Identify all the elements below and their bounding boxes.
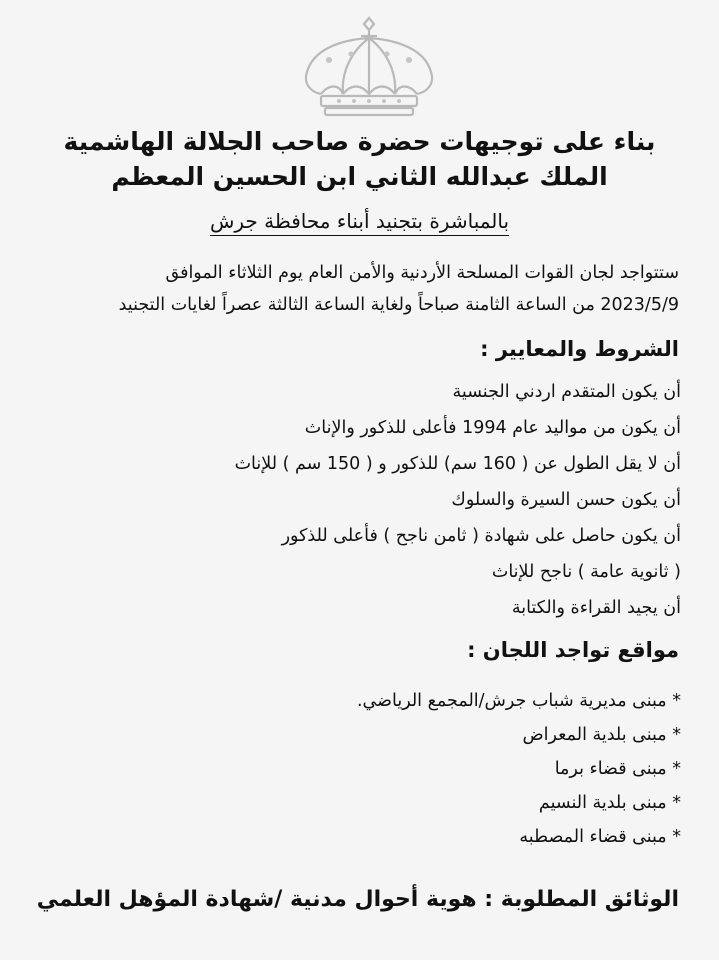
list-item: أن لا يقل الطول عن ( 160 سم) للذكور و ( 150 سم ) للإناث [234,454,681,474]
list-item: أن يكون حسن السيرة والسلوك [451,490,681,510]
list-item: * مبنى بلدية النسيم [538,793,681,813]
list-item: * مبنى قضاء المصطبه [519,827,681,847]
list-item: أن يكون حاصل على شهادة ( ثامن ناجح ) فأعلى للذكور [281,526,681,546]
intro-line-1: ستتواجد لجان القوات المسلحة الأردنية والأمن العام يوم الثلاثاء الموافق [165,263,679,283]
locations-heading: مواقع تواجد اللجان : [467,638,679,662]
list-item: * مبنى قضاء برما [554,759,681,779]
list-item: أن يكون المتقدم اردني الجنسية [452,382,681,402]
list-item: ( ثانوية عامة ) ناجح للإناث [491,562,681,582]
header-line-1: بناء على توجيهات حضرة صاحب الجلالة الهاشمية [63,127,656,156]
list-item: * مبنى مديرية شباب جرش/المجمع الرياضي. [356,691,681,711]
subtitle-text: بالمباشرة بتجنيد أبناء محافظة جرش [210,209,509,236]
intro-paragraph [20,257,679,321]
intro-line-2: 2023/5/9 من الساعة الثامنة صباحاً ولغاية الساعة الثالثة عصراً لغايات التجنيد [118,295,679,315]
header-line-2: الملك عبدالله الثاني ابن الحسين المعظم [111,162,608,191]
list-item: أن يكون من مواليد عام 1994 فأعلى للذكور والإناث [304,418,681,438]
conditions-list [41,374,681,626]
required-documents: الوثائق المطلوبة : هوية أحوال مدنية /شهادة المؤهل العلمي [36,887,679,912]
list-item: أن يجيد القراءة والكتابة [511,598,681,618]
conditions-heading: الشروط والمعايير : [480,337,679,361]
subtitle [40,206,679,236]
locations-list [41,684,681,854]
list-item: * مبنى بلدية المعراض [522,725,681,745]
crown-emblem-icon [299,14,439,118]
